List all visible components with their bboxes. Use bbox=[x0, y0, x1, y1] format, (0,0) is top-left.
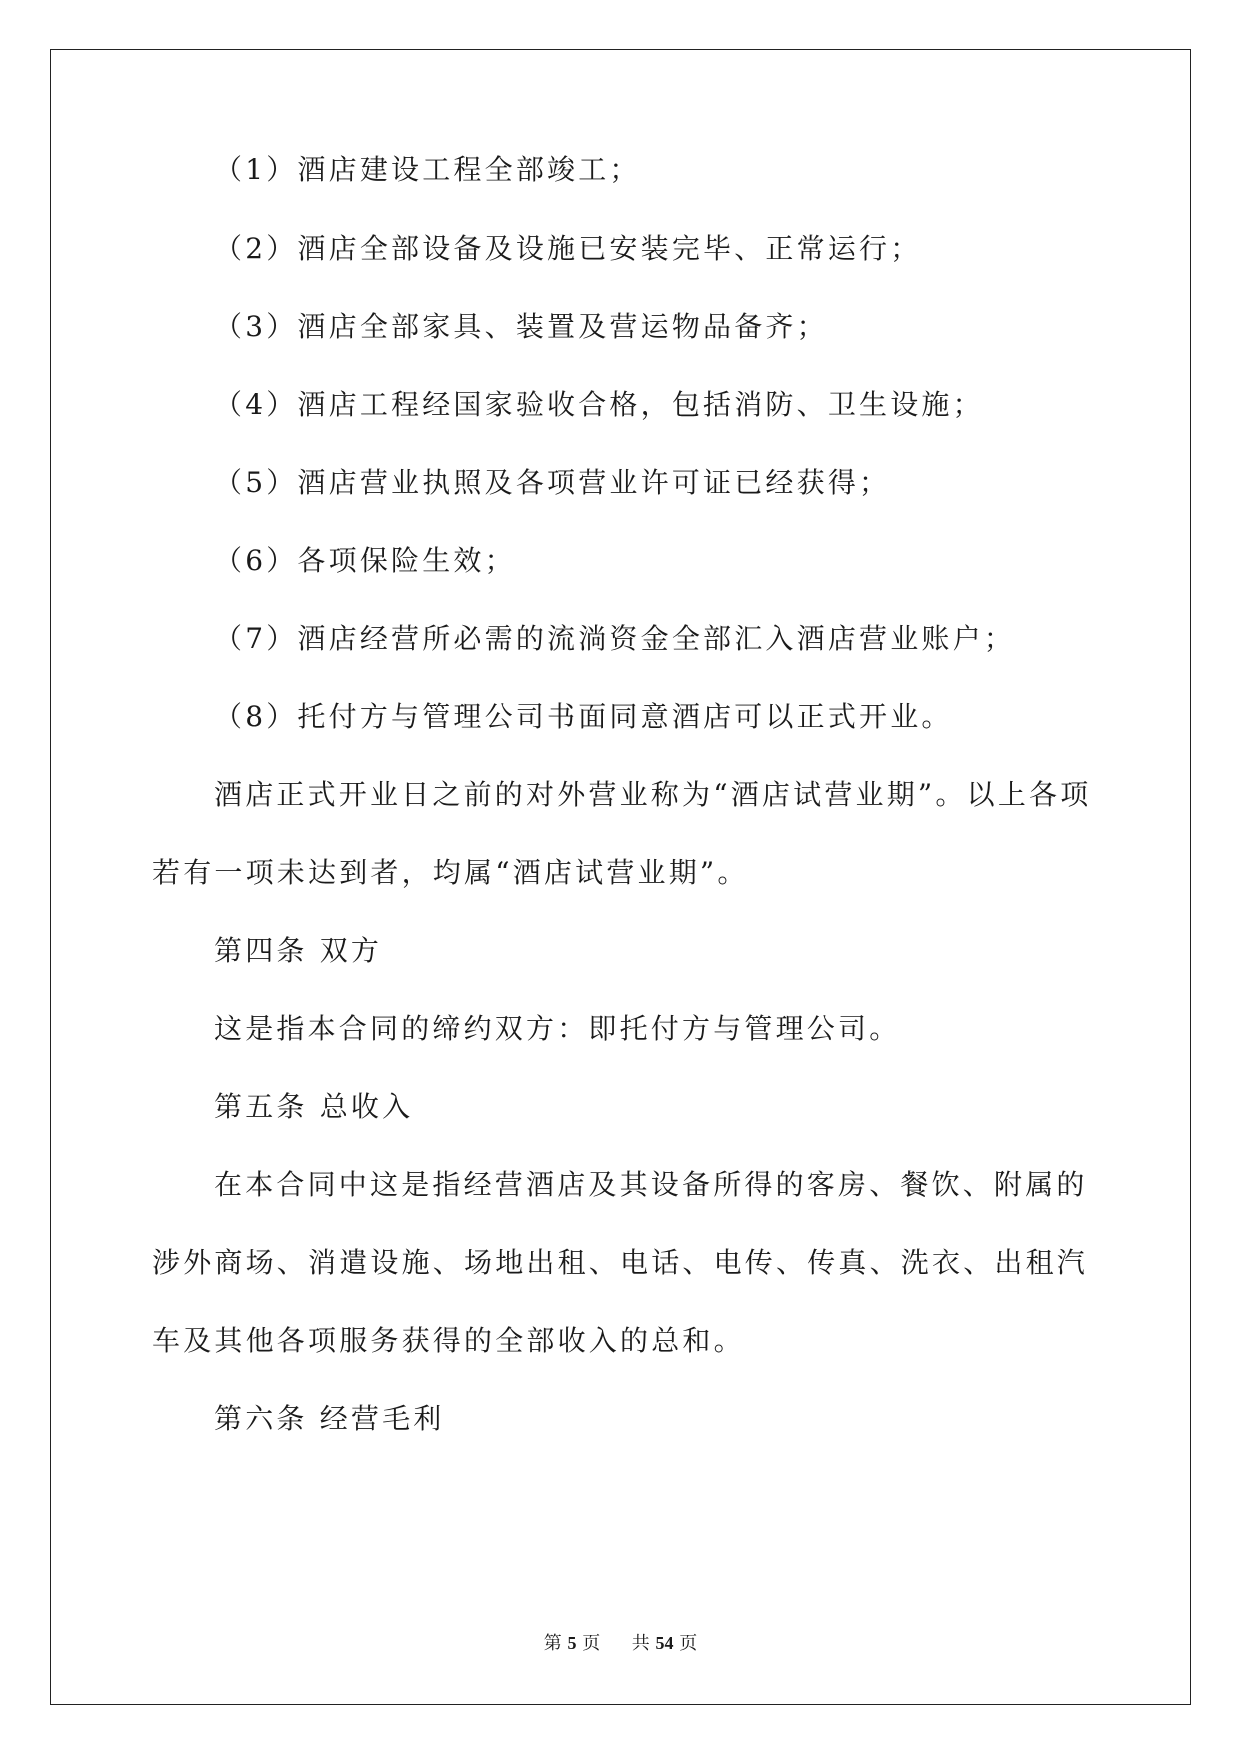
page-suffix: 页 bbox=[582, 1633, 601, 1654]
list-item: （8）托付方与管理公司书面同意酒店可以正式开业。 bbox=[214, 700, 953, 733]
list-item: （3）酒店全部家具、装置及营运物品备齐； bbox=[214, 310, 828, 343]
list-item: （5）酒店营业执照及各项营业许可证已经获得； bbox=[214, 466, 891, 499]
current-page-number: 5 bbox=[567, 1633, 577, 1653]
article-heading: 第六条 经营毛利 bbox=[214, 1402, 445, 1435]
paragraph-line: 车及其他各项服务获得的全部收入的总和。 bbox=[152, 1324, 745, 1357]
list-item: （4）酒店工程经国家验收合格，包括消防、卫生设施； bbox=[214, 388, 984, 421]
page-number-footer bbox=[0, 1631, 1241, 1656]
paragraph-line: 在本合同中这是指经营酒店及其设备所得的客房、餐饮、附属的 bbox=[214, 1168, 1088, 1201]
list-item: （2）酒店全部设备及设施已安装完毕、正常运行； bbox=[214, 232, 922, 265]
list-item: （7）酒店经营所必需的流淌资金全部汇入酒店营业账户； bbox=[214, 622, 1016, 655]
total-suffix: 页 bbox=[679, 1633, 698, 1654]
total-prefix: 共 bbox=[631, 1633, 650, 1654]
paragraph-line: 涉外商场、消遣设施、场地出租、电话、电传、传真、洗衣、出租汽 bbox=[152, 1246, 1089, 1279]
page-prefix: 第 bbox=[543, 1633, 562, 1654]
paragraph-line: 若有一项未达到者，均属“酒店试营业期”。 bbox=[152, 856, 749, 889]
article-heading: 第四条 双方 bbox=[214, 934, 383, 967]
paragraph-line: 这是指本合同的缔约双方：即托付方与管理公司。 bbox=[214, 1012, 901, 1045]
article-heading: 第五条 总收入 bbox=[214, 1090, 414, 1123]
list-item: （1）酒店建设工程全部竣工； bbox=[214, 153, 641, 186]
paragraph-line: 酒店正式开业日之前的对外营业称为“酒店试营业期”。以上各项 bbox=[214, 778, 1092, 811]
list-item: （6）各项保险生效； bbox=[214, 544, 516, 577]
total-page-count: 54 bbox=[655, 1633, 674, 1653]
